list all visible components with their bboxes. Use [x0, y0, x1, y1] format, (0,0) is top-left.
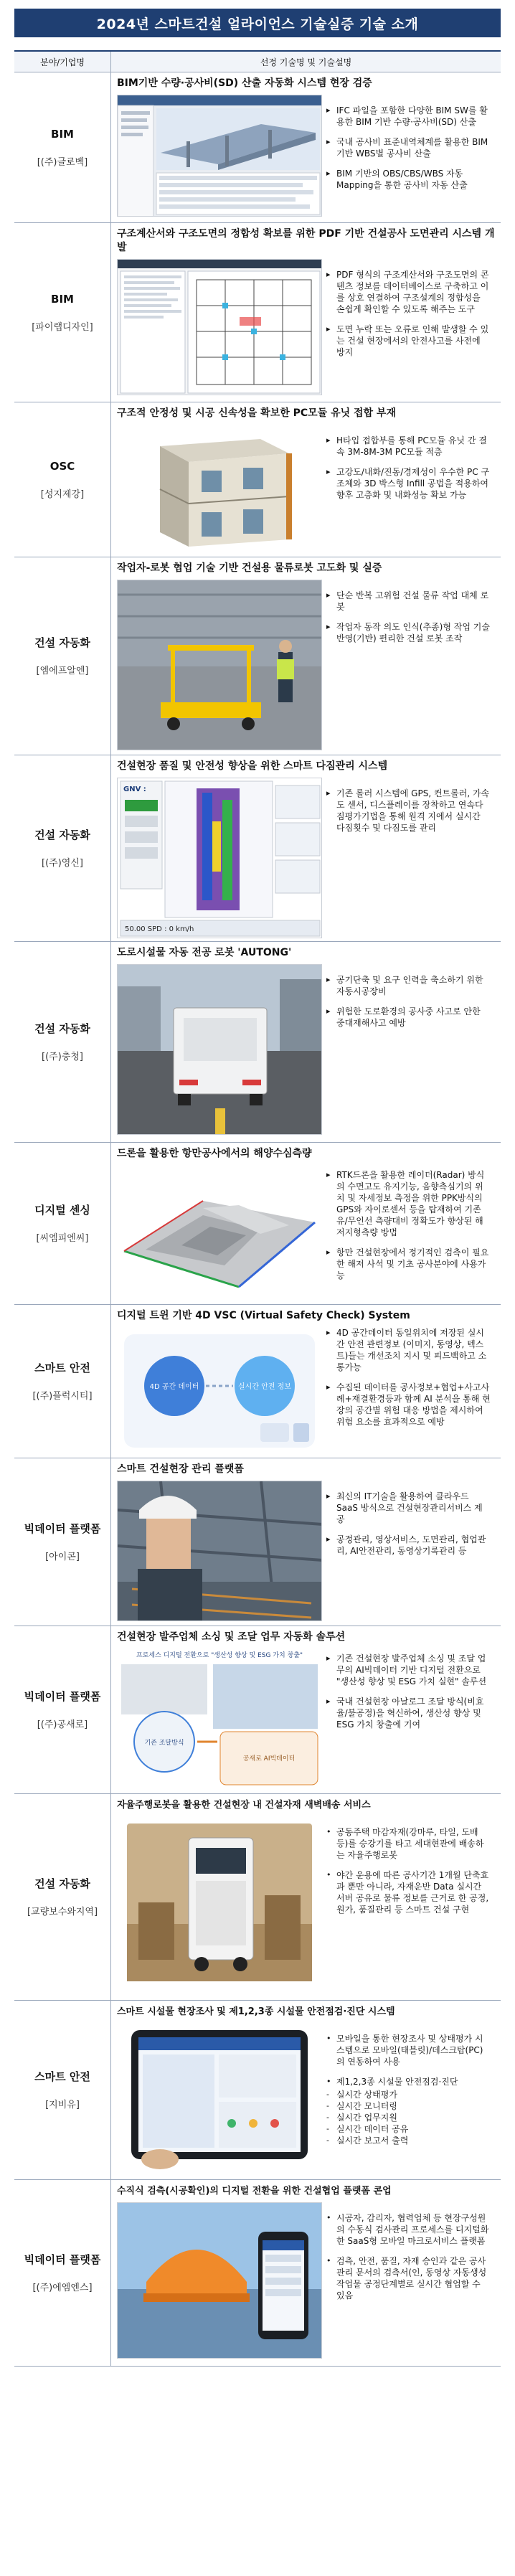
- bullet-item: • 검측, 안전, 품질, 자재 승인과 같은 공사관리 문서의 검측서(인, 동영상 자동생성 작업물 공정단계별로 실시간 협업할 수 있음: [336, 2255, 491, 2301]
- row-company: [(주)영신]: [42, 858, 83, 869]
- sub-bullet-item: - 실시간 모니터링: [336, 2100, 491, 2112]
- row-bullets: [322, 1327, 495, 1455]
- row-title: 건설현장 발주업체 소싱 및 조달 업무 자동화 솔루션: [117, 1631, 346, 1643]
- row-company: [(주)에엠엔스]: [32, 2283, 93, 2293]
- tablet-inspection-image: [117, 2023, 322, 2175]
- table-row: [14, 2180, 501, 2367]
- sub-bullet-item: - 실시간 상태평가: [336, 2089, 491, 2100]
- bullet-item: • 시공자, 감리자, 협력업체 등 현장구성원의 수동식 검사관리 프로세스를 디지털화한 SaaS형 모바일 마크로서비스 플랫폼: [336, 2212, 491, 2247]
- table-row: [14, 2001, 501, 2180]
- row-category: 스마트 안전: [34, 1362, 90, 1374]
- page-title: 2024년 스마트건설 얼라이언스 기술실증 기술 소개: [14, 9, 501, 37]
- header-tech: 선정 기술명 및 기술설명: [260, 57, 352, 67]
- sub-bullet-item: - 실시간 데이터 공유: [336, 2123, 491, 2135]
- bim-software-screenshot: [117, 95, 322, 217]
- logistics-robot-photo: [117, 580, 322, 750]
- row-title: 스마트 건설현장 관리 플랫폼: [117, 1463, 244, 1475]
- table-row: [14, 223, 501, 402]
- row-bullets: [322, 1165, 495, 1300]
- bullet-item: ▸ 작업자 동작 의도 인식(추종)형 작업 기술 반영(기반) 편리한 건설 로봇 조작: [336, 621, 491, 644]
- table-row: [14, 402, 501, 557]
- bullet-item: ▸ 공정관리, 영상서비스, 도면관리, 협업관리, AI안전관리, 동영상기록관리 등: [336, 1534, 491, 1557]
- bullet-item: ▸ 위험한 도로환경의 공사중 사고로 안한 중대재해사고 예방: [336, 1006, 491, 1029]
- row-company: [지비유]: [45, 2100, 80, 2110]
- delivery-robot-photo: [117, 1816, 322, 1988]
- row-bullets: [322, 2202, 495, 2359]
- row-bullets: [322, 778, 495, 938]
- row-category: 건설 자동화: [34, 1022, 90, 1035]
- bullet-item: • 제1,2,3종 시설물 안전점검·진단: [336, 2076, 491, 2087]
- sub-bullet-item: - 실시간 업무지원: [336, 2112, 491, 2123]
- row-company: [아이콘]: [45, 1552, 80, 1562]
- row-bullets: [322, 1816, 495, 1988]
- row-category: 빅데이터 플랫폼: [24, 2253, 101, 2266]
- bullet-item: ▸ 공기단축 및 요구 인력을 축소하기 위한 자동시공장비: [336, 974, 491, 997]
- row-title: 디지털 트윈 기반 4D VSC (Virtual Safety Check) System: [117, 1310, 410, 1321]
- bullet-item: ▸ 기존 롤러 시스템에 GPS, 컨트롤러, 가속도 센서, 디스플레이를 장착하고 연속다짐평가기법을 통해 원격 지에서 실시간 다짐횟수 및 다짐도를 관리: [336, 788, 491, 834]
- row-title: 스마트 시설물 현장조사 및 제1,2,3종 시설물 안전점검·진단 시스템: [117, 2006, 395, 2017]
- pc-module-image: [117, 425, 322, 552]
- bullet-item: • 야간 운용에 따른 공사기간 1개월 단축효과 뿐만 아니라, 자재운반 Data 실시간 서버 공유로 물류 정보를 근거로 한 공정, 원가, 품질관리 등 스마트 건설 구현: [336, 1869, 491, 1915]
- seabed-terrain-model: [117, 1165, 322, 1300]
- row-category: 디지털 센싱: [34, 1204, 90, 1217]
- row-company: [(주)충청]: [42, 1052, 83, 1062]
- row-category: BIM: [51, 293, 74, 306]
- bullet-item: ▸ 고강도/내화/진동/경제성이 우수한 PC 구조체와 3D 박스형 Infill 공법을 적용하여 향후 고층화 및 내화성능 확보 가능: [336, 466, 491, 501]
- row-category: OSC: [49, 460, 75, 473]
- diagram-right-label: 실시간 안전 정보: [238, 1383, 291, 1391]
- bullet-item: ▸ 4D 공간데이터 동일위치에 저장된 실시간 안전 관련정보 (이미지, 동영상, 텍스트)들는 개선조치 지시 및 피드백하고 소통가능: [336, 1327, 491, 1373]
- row-bullets: [322, 2023, 495, 2175]
- table-row: [14, 72, 501, 223]
- table-row: [14, 755, 501, 942]
- visual-box-left: 기존 조달방식: [144, 1740, 184, 1747]
- row-bullets: [322, 425, 495, 552]
- compaction-screen-screenshot: [117, 778, 322, 938]
- row-title: 작업자-로봇 협업 기술 기반 건설용 물류로봇 고도화 및 실증: [117, 562, 382, 574]
- table-row: [14, 1458, 501, 1626]
- row-company: [파이랩디자인]: [32, 322, 93, 333]
- row-bullets: [322, 964, 495, 1135]
- bullet-item: • 모바일을 통한 현장조사 및 상태평가 시스템으로 모바일(태블릿)/데스크탑(PC)의 연동하여 사용: [336, 2033, 491, 2067]
- table-row: [14, 1794, 501, 2001]
- row-title: 구조적 안정성 및 시공 신속성을 확보한 PC모듈 유닛 접합 부재: [117, 407, 396, 419]
- row-bullets: [322, 259, 495, 395]
- table-header: [14, 52, 501, 72]
- bullet-item: ▸ RTK드론을 활용한 레이더(Radar) 방식의 수면고도 유지기능, 음향측심기의 위치 및 자세정보 측정을 위한 PPK방식의 GPS와 자이로센서 등을 탑재하여 기존 유/무인선 측량대비 정확도가 향상된 해저지형측량 방법: [336, 1169, 491, 1238]
- row-company: [엠에프알엔]: [36, 666, 89, 676]
- tech-table: [14, 50, 501, 2367]
- row-title: 구조계산서와 구조도면의 정합성 확보를 위한 PDF 기반 건설공사 도면관리 시스템 개발: [117, 228, 495, 253]
- table-row: [14, 1626, 501, 1794]
- bullet-item: ▸ 최신의 IT기술을 활용하여 클라우드 SaaS 방식으로 건설현장관리서비스 제공: [336, 1491, 491, 1525]
- bullet-item: ▸ H타입 접합부를 통해 PC모듈 유닛 간 결속 3M-8M-3M PC모듈 적층: [336, 435, 491, 458]
- diagram-left-label: 4D 공간 데이터: [149, 1383, 199, 1391]
- row-company: [성지제강]: [40, 489, 85, 500]
- table-row: [14, 557, 501, 755]
- bullet-item: ▸ BIM 기반의 OBS/CBS/WBS 자동 Mapping을 통한 공사비 자동 산출: [336, 168, 491, 191]
- bullet-item: ▸ IFC 파일을 포함한 다양한 BIM SW를 활용한 BIM 기반 수량·공사비(SD) 산출: [336, 105, 491, 128]
- visual-caption: 프로세스 디지털 전환으로 "생산성 향상 및 ESG 가치 창출": [136, 1652, 303, 1659]
- row-title: 드론을 활용한 항만공사에서의 해양수심측량: [117, 1148, 312, 1159]
- row-category: 빅데이터 플랫폼: [24, 1690, 101, 1703]
- row-bullets: [322, 580, 495, 750]
- collaboration-app-photo: [117, 2202, 322, 2359]
- row-category: 건설 자동화: [34, 636, 90, 649]
- bullet-item: ▸ 기존 건설현장 발주업체 소싱 및 조달 업무의 AI빅데이터 기반 디지털 전환으로 "생산성 향상 및 ESG 가치 실현" 솔루션: [336, 1653, 491, 1687]
- site-worker-photo: [117, 1481, 322, 1621]
- bullet-item: ▸ 수집된 데이터를 공사정보+협업+사고사례+재결환경등과 함께 AI 분석을 통해 현장의 공간별 위험 대응 방법을 제시하여 위험 요소를 효과적으로 예방: [336, 1382, 491, 1428]
- screen-label: GNV :: [123, 785, 146, 793]
- table-row: [14, 1305, 501, 1458]
- header-category: 분야/기업명: [14, 52, 111, 72]
- bullet-item: ▸ 도면 누락 또는 오류로 인해 발생할 수 있는 건설 현장에서의 안전사고를 사전에 방지: [336, 324, 491, 358]
- row-bullets: [322, 1648, 495, 1789]
- bullet-item: ▸ 단순 반복 고위험 건설 물류 작업 대체 로봇: [336, 590, 491, 613]
- bullet-item: ▸ PDF 형식의 구조계산서와 구조도면의 콘텐츠 정보를 데이터베이스로 구축하고 이를 상호 연결하여 구조설계의 정합성을 손쉽게 확인할 수 있도록 해주는 도구: [336, 269, 491, 315]
- row-category: 스마트 안전: [34, 2070, 90, 2083]
- procurement-visual: [117, 1648, 322, 1789]
- screen-speed: 50.00 SPD : 0 km/h: [125, 925, 194, 933]
- row-category: 건설 자동화: [34, 829, 90, 841]
- row-category: 빅데이터 플랫폼: [24, 1522, 101, 1535]
- pdf-drawing-screenshot: [117, 259, 322, 395]
- row-category: BIM: [51, 128, 74, 141]
- bullet-item: ▸ 국내 공사비 표준내역체계를 활용한 BIM 기반 WBS별 공사비 산출: [336, 136, 491, 159]
- autong-robot-photo: [117, 964, 322, 1135]
- row-title: BIM기반 수량·공사비(SD) 산출 자동화 시스템 현장 검증: [117, 77, 372, 89]
- bullet-item: • 공동주택 마감자재(강마루, 타일, 도배 등)를 승강기를 타고 세대현관에 배송하는 자율주행로봇: [336, 1826, 491, 1861]
- bullet-item: ▸ 항만 건설현장에서 정기적인 검측이 필요한 해저 사석 및 기초 공사분야에 사용가능: [336, 1247, 491, 1281]
- row-company: [(주)플럭시티]: [32, 1391, 93, 1402]
- bullet-item: ▸ 국내 건설현장 아날로그 조달 방식(비효율/불공정)을 혁신하여, 생산성 향상 및 ESG 가치 창출에 기여: [336, 1696, 491, 1730]
- row-company: [(주)글로벡]: [37, 157, 88, 168]
- row-category: 건설 자동화: [34, 1877, 90, 1890]
- table-row: [14, 1143, 501, 1305]
- row-company: [(주)공새로]: [37, 1719, 88, 1730]
- row-title: 건설현장 품질 및 안전성 향상을 위한 스마트 다짐관리 시스템: [117, 760, 388, 772]
- row-title: 도로시설물 자동 전공 로봇 'AUTONG': [117, 947, 292, 958]
- row-bullets: [322, 95, 495, 217]
- row-company: [교량보수와지역]: [27, 1907, 98, 1917]
- sub-bullet-item: - 실시간 보고서 출력: [336, 2135, 491, 2146]
- row-title: 수직식 검측(시공확인)의 디지털 전환을 위한 건설협업 플랫폼 콘업: [117, 2186, 392, 2197]
- row-company: [씨엠피엔씨]: [36, 1233, 89, 1244]
- row-bullets: [322, 1481, 495, 1621]
- table-row: [14, 942, 501, 1143]
- visual-box-right: 공새로 AI빅데이터: [242, 1755, 296, 1763]
- vsc-diagram: [117, 1327, 322, 1455]
- row-title: 자율주행로봇을 활용한 건설현장 내 건설자재 새벽배송 서비스: [117, 1800, 371, 1811]
